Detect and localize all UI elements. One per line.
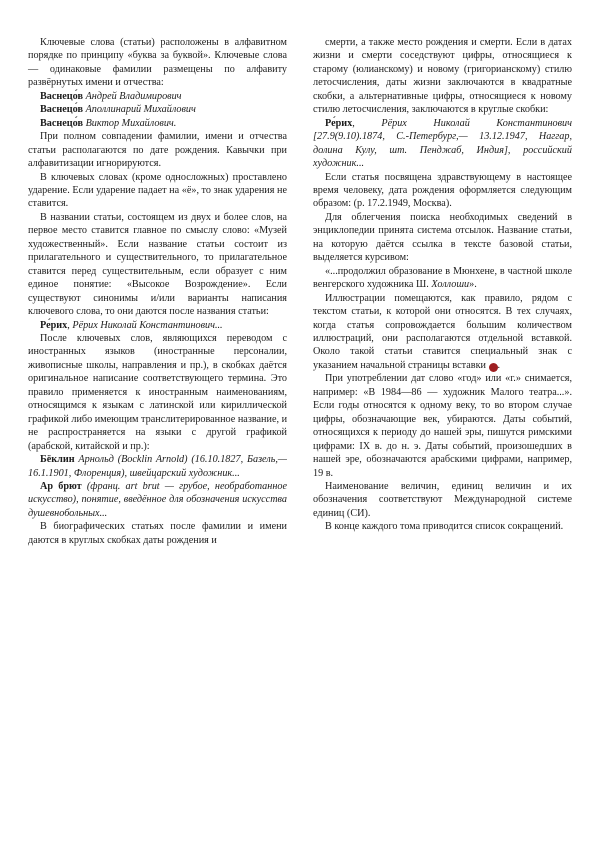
p-roerich-left [28,319,287,332]
p-vasnetsov-3 [28,117,287,130]
p-foreign-origin [28,332,287,453]
p-stress [28,171,287,211]
text-run: , [352,117,382,129]
text-run: смерти, а также место рождения и смерти. Если в датах жизни и смерти соседствуют цифры, относящиеся к старому (юлианскому) и новому (григорианскому) стилю летосчисления, даты жизни заключаются в квадратные скобки, а альтернативные цифры, относящиеся к новому стилю летосчисления, заключаются в круглые скобки: [313,37,572,116]
text-run: Наименование величин, единиц величин и их обозначения соответствуют Международной системе единиц (СИ). [313,480,572,519]
text-run: В конце каждого тома приводится список сокращений. [325,521,564,533]
p-living-person [313,171,572,211]
text-run: Иллюстрации помещаются, как правило, рядом с текстом статьи, к которой они относятся. В тех случаях, когда статья сопровождается большим количеством иллюстраций, они располагаются отдельной вставкой. Около такой статьи ставится специальный знак с указанием начальной страницы вставки [313,292,572,371]
text-run: Ар брют [40,480,87,492]
text-run: После ключевых слов, являющихся переводом с иностранных языков (иностранные персоналии, живописные школы, направления и пр.), в скобках даётся оригинальное написание соответствующего термина. Это правило применяется к иностранным наименованиям, относящимся к языкам с латинской или кириллической графикой либо имеющим транслитерированное название, и не распространяется на языки с другой графикой (арабской, китайской и пр.): [28,332,288,452]
p-vasnetsov-1 [28,90,287,103]
text-run: Если статья посвящена здравствующему в настоящее время человеку, дата рождения оформляется следующим образом: (р. 17.2.1949, Москва). [313,171,572,210]
text-run: , [67,319,73,331]
text-run: При полном совпадении фамилии, имени и отчества статьи располагаются по дате рождения. Кавычки при алфавитизации игнорируются. [28,131,287,170]
text-run: Рёрих Николай Константинович [27.9(9.10).1874, С.-Петербург,— 13.12.1947, Наггар, долина Кулу, шт. Пенджаб, Индия], российский художник... [313,117,572,170]
two-column-layout [28,36,572,547]
text-run: Васнецо́в [40,90,86,102]
p-art-brut [28,480,287,520]
text-run: Виктор Михайлович. [85,117,177,129]
text-run: «...продолжил образование в Мюнхене, в частной школе венгерского художника Ш. [313,265,572,291]
p-title-words [28,211,287,319]
left-text-column [28,36,287,547]
p-illustrations [313,292,572,373]
p-abbreviations [313,520,572,533]
p-units [313,480,572,520]
text-run: Арнольд (Bocklin Arnold) (16.10.1827, Базель,— 16.1.1901, Флоренция), швейцарский художник... [28,454,287,479]
p-roerich-right [313,117,572,171]
text-run: Для облегчения поиска необходимых сведений в энциклопедии принята система отсылок. Название статьи, на которую даётся ссылка в тексте базовой статьи, выделяется курсивом: [313,211,572,264]
text-run: Рёрих Николай Константинович... [72,319,223,331]
p-year-usage [313,372,572,480]
right-text-column [313,36,572,534]
text-run: В биографических статьях после фамилии и имени даются в круглых скобках даты рождения и [28,521,287,546]
text-run: Холлоши [431,279,470,291]
text-run: . [497,359,501,371]
text-run: Аполлинарий Михайлович [85,104,196,116]
text-run: Бёклин [40,454,79,466]
p-boecklin [28,453,287,480]
text-run: Ре́рих [40,319,68,331]
p-cross-references [313,211,572,265]
insert-page-badge-icon: 23 [489,363,498,372]
text-run: В названии статьи, состоящем из двух и более слов, на первое место ставится главное по смыслу слово: «Музей художественный». Если название статьи состоит из прилагательного и существительного, то прилагательное ставится перед существительным, если образует с ним единое понятие: «Высокое Возрождение». Если существуют синонимы и/или варианты написания ключевого слова, то они даются после названия статьи: [28,211,287,318]
text-run: Ре́рих [325,117,353,129]
p-alphabetical-order [28,36,287,90]
text-run: В ключевых словах (кроме односложных) проставлено ударение. Если ударение падает на «ё», то знак ударения не ставится. [28,171,287,210]
p-biographical [28,520,287,547]
text-run: Васнецо́в [40,117,86,129]
text-run: Андрей Владимирович [85,90,182,102]
text-run: (франц. art brut — грубое, необработанное искусство), понятие, введённое для обозначения искусства душевнобольных... [28,480,287,519]
p-full-match [28,130,287,170]
text-run: При употреблении дат слово «год» или «г.» снимается, например: «В 1984—86 — художник Малого театра...». Если годы относятся к одному веку, то во втором случае цифры, обозначающие век, убираются. Даты событий, относящихся к периоду до нашей эры, пишутся римскими цифрами: IX в. до н. э. Даты событий, произошедших в нашей эре, обозначаются арабскими цифрами, например, 19 в. [313,373,572,479]
p-quote-hollosy [313,265,572,292]
text-run: Ключевые слова (статьи) расположены в алфавитном порядке по принципу «буква за буквой». Ключевые слова — одинаковые фамилии размещены по алфавиту развёрнутых имени и отчества: [28,37,287,89]
text-run: ». [469,279,477,291]
p-vasnetsov-2 [28,103,287,116]
text-run: Васнецо́в [40,104,86,116]
p-death-dates [313,36,572,117]
